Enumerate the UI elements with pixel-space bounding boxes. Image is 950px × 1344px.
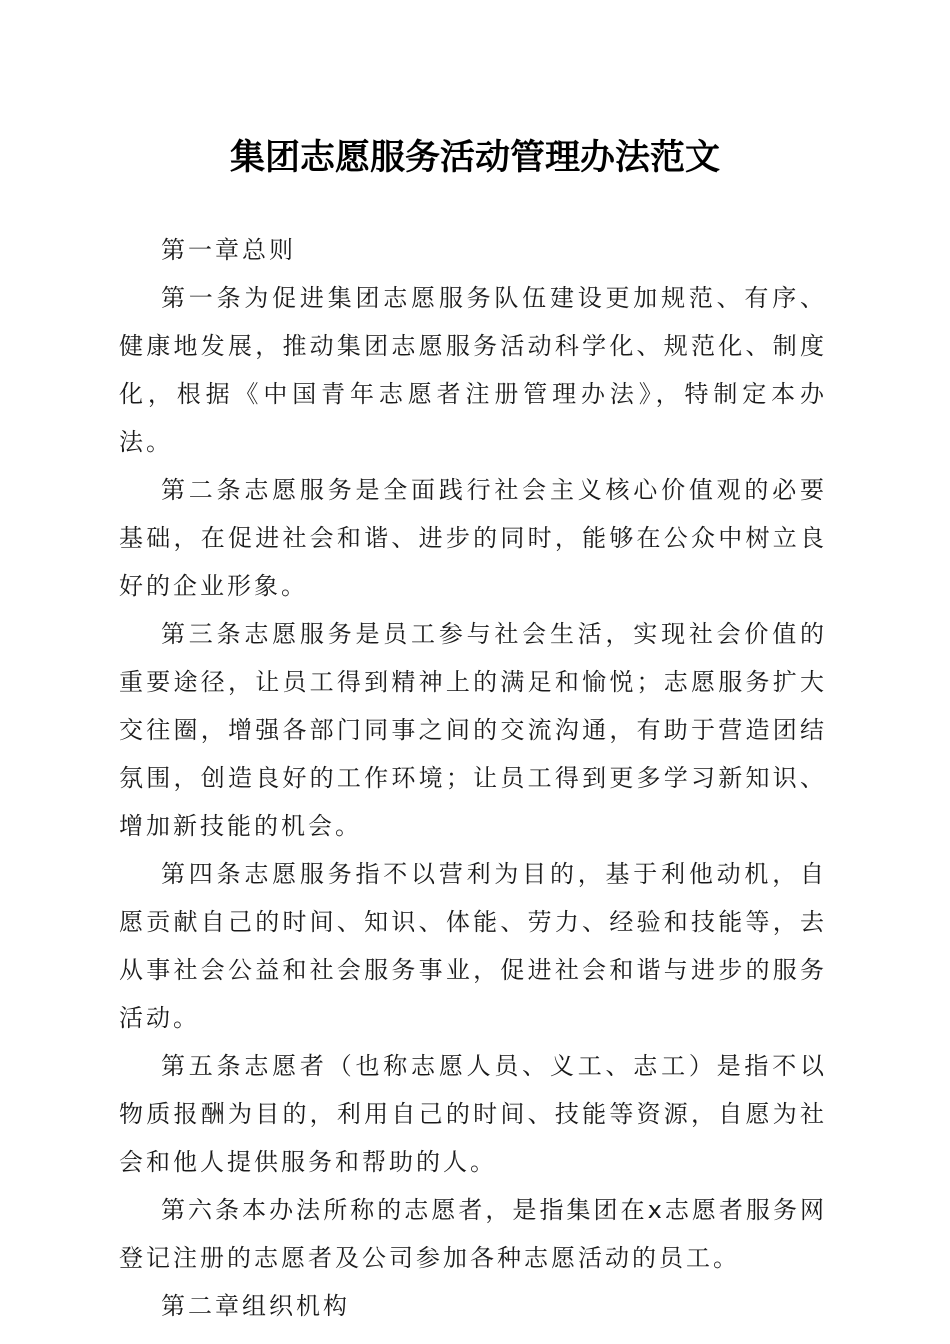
article-3: 第三条志愿服务是员工参与社会生活，实现社会价值的重要途径，让员工得到精神上的满足和愉悦；志愿服务扩大交往圈，增强各部门同事之间的交流沟通，有助于营造团结氛围，创造良好的工作环境；让员工得到更多学习新知识、增加新技能的机会。 bbox=[119, 620, 827, 840]
chapter-heading-1: 第一章总则 bbox=[161, 236, 296, 264]
document-body bbox=[119, 226, 827, 1330]
article-4: 第四条志愿服务指不以营利为目的，基于利他动机，自愿贡献自己的时间、知识、体能、劳力、经验和技能等，去从事社会公益和社会服务事业，促进社会和谐与进步的服务活动。 bbox=[119, 860, 827, 1032]
article-5: 第五条志愿者（也称志愿人员、义工、志工）是指不以物质报酬为目的，利用自己的时间、技能等资源，自愿为社会和他人提供服务和帮助的人。 bbox=[119, 1052, 827, 1176]
chapter-heading-2: 第二章组织机构 bbox=[161, 1292, 350, 1320]
article-6: 第六条本办法所称的志愿者，是指集团在x志愿者服务网登记注册的志愿者及公司参加各种志愿活动的员工。 bbox=[119, 1196, 827, 1272]
article-2: 第二条志愿服务是全面践行社会主义核心价值观的必要基础，在促进社会和谐、进步的同时，能够在公众中树立良好的企业形象。 bbox=[119, 476, 827, 600]
article-1: 第一条为促进集团志愿服务队伍建设更加规范、有序、健康地发展，推动集团志愿服务活动科学化、规范化、制度化，根据《中国青年志愿者注册管理办法》，特制定本办法。 bbox=[119, 284, 827, 456]
document-title: 集团志愿服务活动管理办法范文 bbox=[229, 137, 720, 178]
